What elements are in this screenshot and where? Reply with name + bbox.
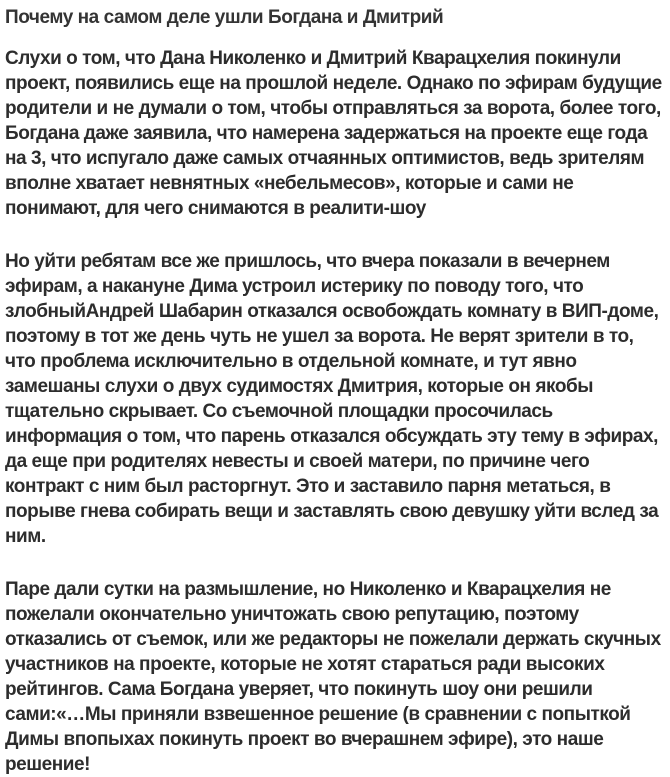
article-paragraph-2: Но уйти ребятам все же пришлось, что вчера показали в вечернем эфирам, а накануне Дима устроил истерику по поводу того, что злобныйАндрей Шабарин отказался освобождать комнату в ВИП-доме, поэтому в тот же день чуть не ушел за ворота. Не верят зрители в то, что проблема исключительно в отдельной комнате, и тут явно замешаны слухи о двух судимостях Дмитрия, которые он якобы тщательно скрывает. Со съемочной площадки просочилась информация о том, что парень отказался обсуждать эту тему в эфирах, да еще при родителях невесты и своей матери, по причине чего контракт с ним был расторгнут. Это и заставило парня метаться, в порыве гнева собирать вещи и заставлять свою девушку уйти вслед за ним. bbox=[5, 251, 659, 547]
article-paragraph-1: Слухи о том, что Дана Николенко и Дмитрий Кварацхелия покинули проект, появились еще на прошлой неделе. Однако по эфирам будущие родители и не думали о том, чтобы отправляться за ворота, более того, Богдана даже заявила, что намерена задержаться на проекте еще года на 3, что испугало даже самых отчаянных оптимистов, ведь зрителям вполне хватает невнятных «небельмесов», которые и сами не понимают, для чего снимаются в реалити-шоу bbox=[5, 48, 662, 219]
article-title: Почему на самом деле ушли Богдана и Дмитрий bbox=[5, 7, 444, 28]
article-paragraph-3: Паре дали сутки на размышление, но Николенко и Кварацхелия не пожелали окончательно уничтожать свою репутацию, поэтому отказались от съемок, или же редакторы не пожелали держать скучных участников на проекте, которые не хотят стараться ради высоких рейтингов. Сама Богдана уверяет, что покинуть шоу они решили сами:«…Мы приняли взвешенное решение (в сравнении с попыткой Димы впопыхах покинуть проект во вчерашнем эфире), это наше решение! bbox=[5, 579, 661, 775]
